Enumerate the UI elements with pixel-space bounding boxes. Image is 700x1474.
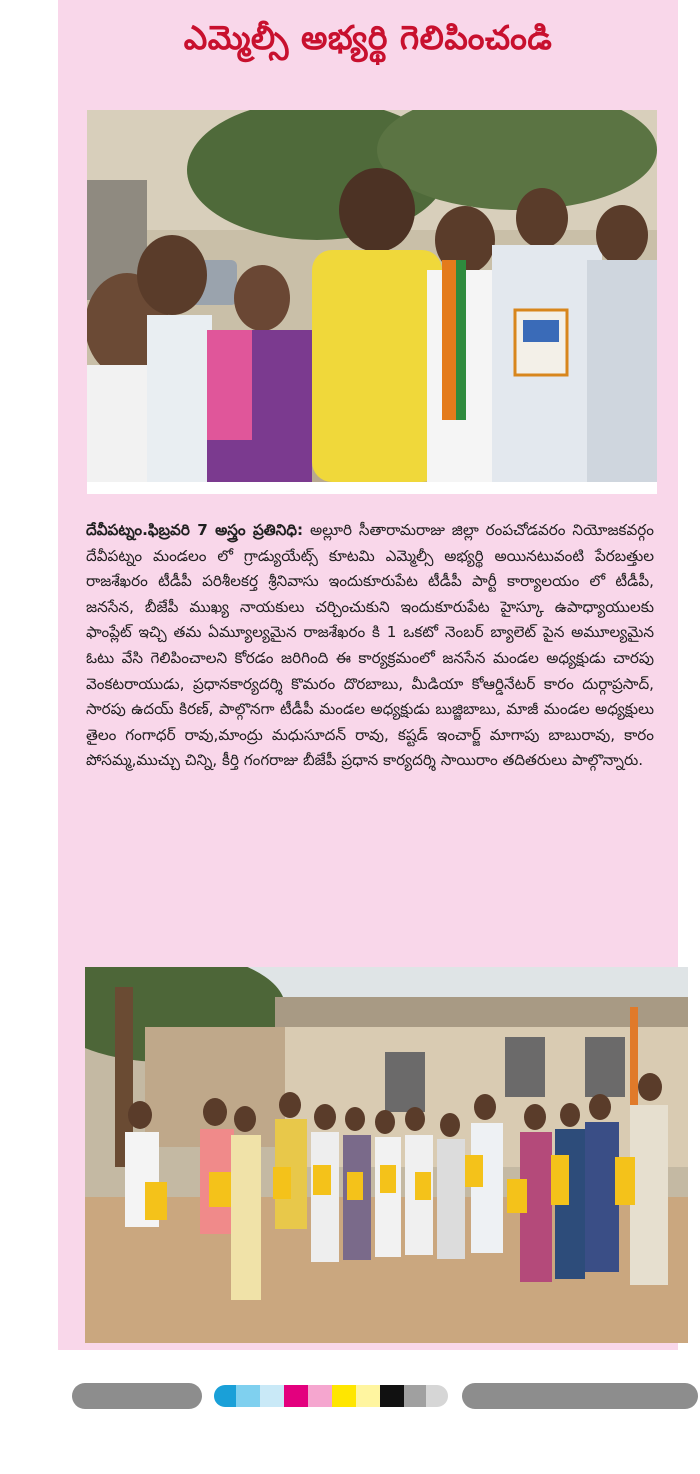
article-body [86,518,654,774]
photo-group-holding-pamphlets [85,967,688,1343]
swatch-yellow [332,1385,356,1407]
photo-group-handing-pamphlet [87,110,657,482]
swatch-gray [404,1385,426,1407]
article-photo-bottom [85,967,688,1343]
swatch-light-magenta [308,1385,332,1407]
swatch-light-gray [426,1385,448,1407]
swatch-light-cyan [236,1385,260,1407]
swatch-black [380,1385,404,1407]
swatch-light-yellow [356,1385,380,1407]
dateline: దేవీపట్నం.ఫిబ్రవరి 7 అస్త్రం ప్రతినిధి: [86,521,304,539]
headline: ఎమ్మెల్సీ అభ్యర్థి గెలిపించండి [183,18,553,57]
swatch-pale-cyan [260,1385,284,1407]
news-article [58,0,678,1350]
article-body-text: అల్లూరి సీతారామరాజు జిల్లా రంపచోడవరం నియోజకవర్గం దేవీపట్నం మండలం లో గ్రాడ్యుయేట్స్ కూటమి ఎమ్మెల్సీ అభ్యర్థి అయినటువంటి పేరబత్తుల రాజశేఖరం టీడీపీ పరిశీలకర్త శ్రీనివాసు ఇందుకూరుపేట టీడీపీ పార్టీ కార్యాలయం లో టీడీపీ, జనసేన, బీజేపీ ముఖ్య నాయకులు చర్చించుకుని ఇందుకూరుపేట హైస్కూ ఉపాధ్యాయులకు ఫాంప్లేట్ ఇచ్చి తమ ఏమ్యూల్యమైన రాజశేఖరం కి 1 ఒకటో నెంబర్ బ్యాలెట్ పైన అమూల్యమైన ఓటు వేసి గెలిపించాలని కోరడం జరిగింది ఈ కార్యక్రమంలో జనసేన మండల అధ్యక్షుడు చారపు వెంకటరాయుడు, ప్రధానకార్యదర్శి కొమరం దొరబాబు, మీడియా కోఆర్డినేటర్ కారం దుర్గాప్రసాద్, సారపు ఉదయ్ కిరణ్, పాల్గొనగా టీడీపీ మండల అధ్యక్షుడు బుజ్జిబాబు, మాజీ మండల అధ్యక్షులు తైలం గంగాధర్ రావు,మాంద్రు మధుసూదన్ రావు, కష్టడ్ ఇంచార్జ్ మాగాపు బాబురావు, కారం పోసమ్మ,ముచ్చు చిన్ని, కీర్తి గంగరాజు బీజేపీ ప్రధాన కార్యదర్శి సాయిరాం తదితరులు పాల్గొన్నారు. [86,521,654,770]
article-photo-top [87,110,657,494]
print-registration-bar [0,1383,700,1409]
gray-strip-right [462,1383,698,1409]
gray-strip-left [72,1383,202,1409]
swatch-magenta [284,1385,308,1407]
swatch-cyan [214,1385,236,1407]
